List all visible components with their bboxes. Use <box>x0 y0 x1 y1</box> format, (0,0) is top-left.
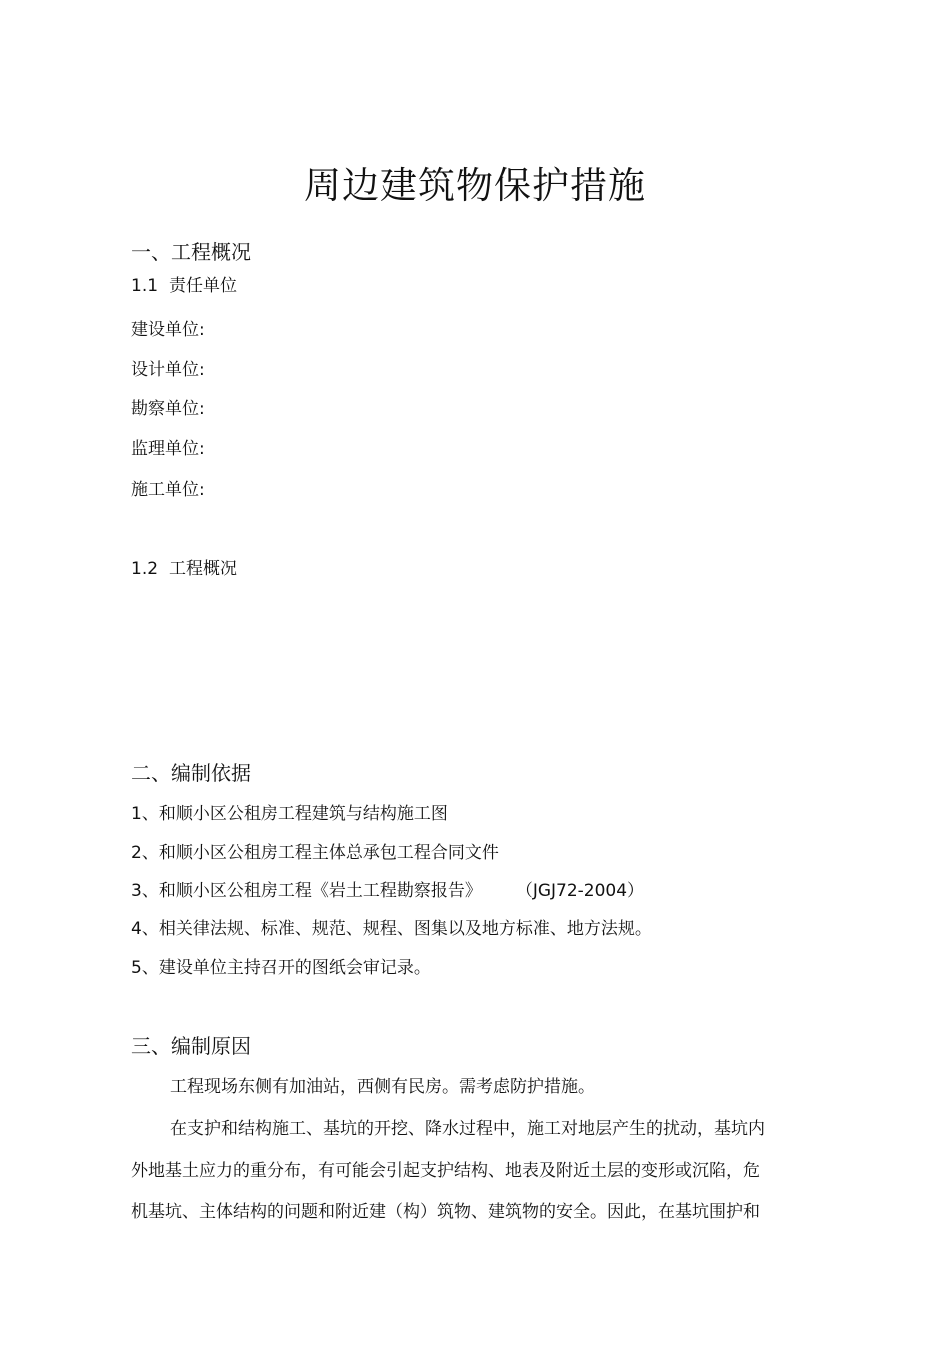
subsection-1-1 <box>131 271 237 296</box>
subsection-label: 责任单位 <box>169 276 237 296</box>
subsection-number: 1.1 <box>131 276 159 296</box>
field-supervision-unit: 监理单位: <box>131 439 205 459</box>
basis-item-5: 5、建设单位主持召开的图纸会审记录。 <box>131 958 431 978</box>
field-construction-unit: 建设单位: <box>131 320 205 340</box>
standard-reference: （JGJ72-2004） <box>515 881 645 901</box>
section-2-heading: 二、编制依据 <box>131 761 251 785</box>
basis-item-2: 2、和顺小区公租房工程主体总承包工程合同文件 <box>131 843 499 863</box>
section-1-heading: 一、工程概况 <box>131 240 251 264</box>
field-design-unit: 设计单位: <box>131 360 205 380</box>
basis-item-1: 1、和顺小区公租房工程建筑与结构施工图 <box>131 804 448 824</box>
subsection-label: 工程概况 <box>169 559 237 579</box>
paragraph-1: 工程现场东侧有加油站，西侧有民房。需考虑防护措施。 <box>170 1077 595 1097</box>
paragraph-2-line-2: 外地基土应力的重分布，有可能会引起支护结构、地表及附近土层的变形或沉陷，危 <box>131 1161 760 1181</box>
basis-item-3 <box>131 876 644 901</box>
subsection-1-2 <box>131 554 237 579</box>
field-contractor-unit: 施工单位: <box>131 480 205 500</box>
subsection-number: 1.2 <box>131 559 159 579</box>
paragraph-2-line-3: 机基坑、主体结构的问题和附近建（构）筑物、建筑物的安全。因此，在基坑围护和 <box>131 1202 760 1222</box>
basis-item-text: 3、和顺小区公租房工程《岩土工程勘察报告》 <box>131 881 482 901</box>
page-title: 周边建筑物保护措施 <box>304 164 646 207</box>
section-3-heading: 三、编制原因 <box>131 1034 251 1058</box>
field-survey-unit: 勘察单位: <box>131 399 205 419</box>
paragraph-2-line-1: 在支护和结构施工、基坑的开挖、降水过程中，施工对地层产生的扰动，基坑内 <box>170 1119 765 1139</box>
basis-item-4: 4、相关律法规、标准、规范、规程、图集以及地方标准、地方法规。 <box>131 919 652 939</box>
